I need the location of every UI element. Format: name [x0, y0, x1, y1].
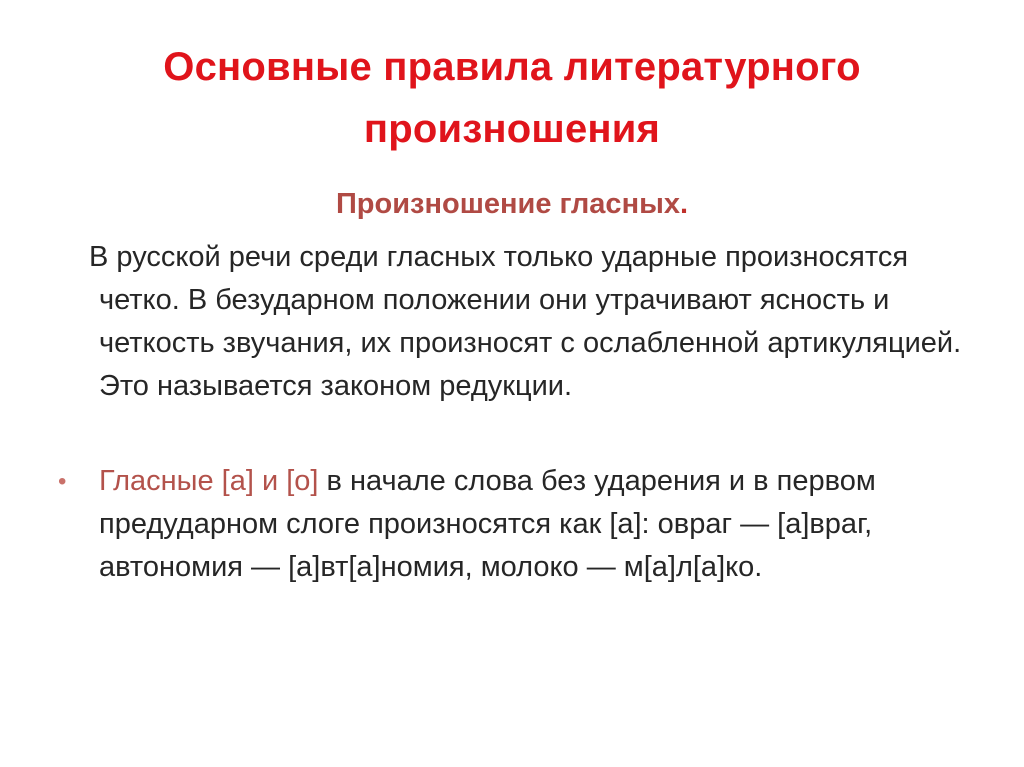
bullet-body-text: в начале слова без ударения и в первом предударном слоге произносятся как [а]: овраг — [а]враг, автономия — [а]вт[а]номия, молоко — м[а]л[а]ко.: [99, 465, 876, 583]
slide-title-line2: произношения: [363, 107, 661, 151]
subtitle-dot: .: [679, 188, 689, 220]
slide-title-line1: Основные правила литературного: [163, 45, 861, 89]
subtitle-text: Произношение гласных: [335, 188, 680, 220]
body-paragraph: В русской речи среди гласных только ударные произносятся четко. В безударном положении они утрачивают ясность и четкость звучания, их произносят с ослабленной артикуляцией. Это называется законом редукции.: [89, 241, 962, 402]
slide-subtitle: [0, 186, 1024, 222]
slide-title: [0, 36, 1024, 160]
bullet-accent-text: Гласные [а] и [о]: [99, 465, 319, 497]
bullet-item: [58, 460, 979, 589]
bullet-marker-icon: •: [58, 468, 67, 495]
